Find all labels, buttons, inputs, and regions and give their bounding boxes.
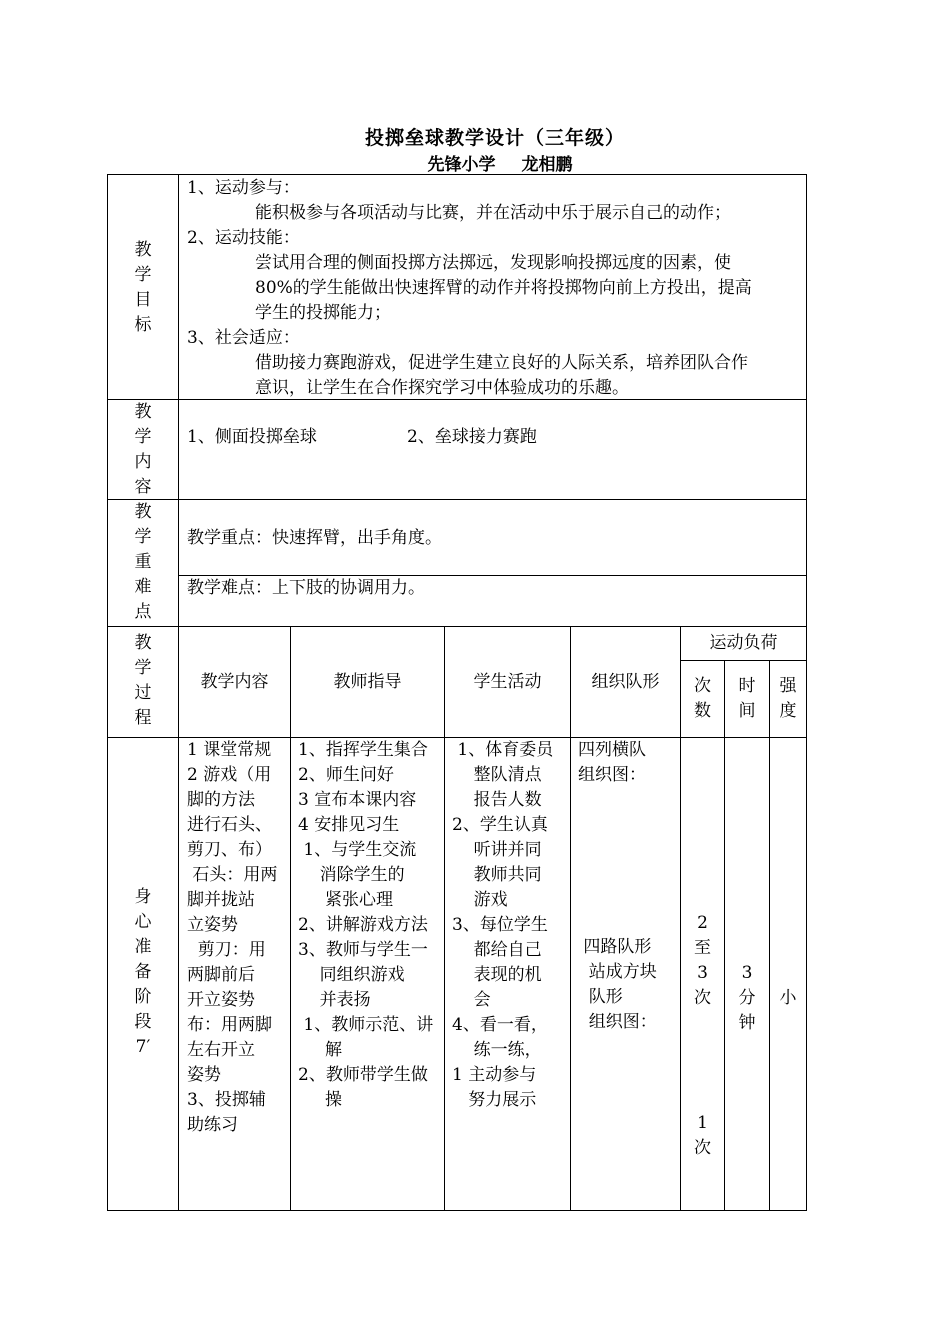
- warmup-times-1: 2 至 3 次: [694, 913, 711, 1008]
- byline: [0, 150, 950, 175]
- objective-line: 学生的投掷能力；: [255, 303, 391, 323]
- header-duration: 时 间: [738, 676, 756, 721]
- objective-line: 意识，让学生在合作探究学习中体验成功的乐趣。: [255, 378, 629, 398]
- page-title: 投掷垒球教学设计（三年级）: [364, 127, 625, 149]
- warmup-stage-label: 身 心 准 备 阶 段 7′: [134, 887, 152, 1057]
- objective-heading-2: 2、运动技能：: [187, 228, 300, 248]
- keypoints-label: 教 学 重 难 点: [134, 502, 152, 622]
- header-organization: 组织队形: [591, 672, 660, 692]
- header-content: 教学内容: [200, 672, 269, 692]
- warmup-teacher-guidance: 1、指挥学生集合 2、师生问好 3 宣布本课内容 4 安排见习生 1、与学生交流 消除学生的 紧张心理 2、讲解游戏方法 3、教师与学生一 同组织游戏 并表扬 1、教师示范、讲 解 2、教师带学生做 操: [298, 740, 434, 1110]
- content-item-1: 1、侧面投掷垒球: [187, 427, 317, 447]
- warmup-intensity: 小: [779, 988, 797, 1008]
- warmup-organization-2: 四路队形 站成方块 队形 组织图：: [578, 937, 657, 1032]
- objective-heading-3: 3、社会适应：: [187, 328, 300, 348]
- objective-line: 能积极参与各项活动与比赛，并在活动中乐于展示自己的动作；: [255, 203, 731, 223]
- teaching-difficulty: 教学难点：上下肢的协调用力。: [187, 578, 425, 598]
- warmup-times-2: 1 次: [694, 1113, 711, 1158]
- objective-line: 80%的学生能做出快速挥臂的动作并将投掷物向前上方投出，提高: [255, 278, 752, 298]
- author-name: 龙相鹏: [521, 155, 573, 175]
- objective-line: 借助接力赛跑游戏，促进学生建立良好的人际关系，培养团队合作: [255, 353, 748, 373]
- header-intensity: 强 度: [779, 676, 797, 721]
- header-load: 运动负荷: [709, 633, 778, 653]
- objective-line: 尝试用合理的侧面投掷方法掷远，发现影响投掷远度的因素，使: [255, 253, 731, 273]
- objectives-label: 教 学 目 标: [134, 240, 152, 335]
- process-label: 教 学 过 程: [134, 633, 152, 728]
- warmup-intensity-cell: [769, 737, 807, 1211]
- content-label: 教 学 内 容: [134, 402, 152, 497]
- warmup-student-activity: 1、体育委员 整队清点 报告人数 2、学生认真 听讲并同 教师共同 游戏 3、每位学生 都给自己 表现的机 会 4、看一看， 练一练， 1 主动参与 努力展示: [452, 740, 554, 1110]
- header-student: 学生活动: [473, 672, 542, 692]
- warmup-organization-1: 四列横队 组织图：: [578, 740, 646, 785]
- header-times: 次 数: [694, 676, 711, 721]
- warmup-duration: 3 分 钟: [738, 963, 756, 1033]
- teaching-focus: 教学重点：快速挥臂，出手角度。: [187, 528, 442, 548]
- warmup-content: 1 课堂常规 2 游戏（用 脚的方法 进行石头、 剪刀、布） 石头：用两 脚并拢站 立姿势 剪刀：用 两脚前后 开立姿势 布：用两脚 左右开立 姿势 3、投掷辅 助练习: [187, 740, 278, 1135]
- header-teacher: 教师指导: [333, 672, 402, 692]
- content-item-2: 2、垒球接力赛跑: [407, 427, 537, 447]
- school-name: 先锋小学: [427, 155, 496, 175]
- objective-heading-1: 1、运动参与：: [187, 178, 300, 198]
